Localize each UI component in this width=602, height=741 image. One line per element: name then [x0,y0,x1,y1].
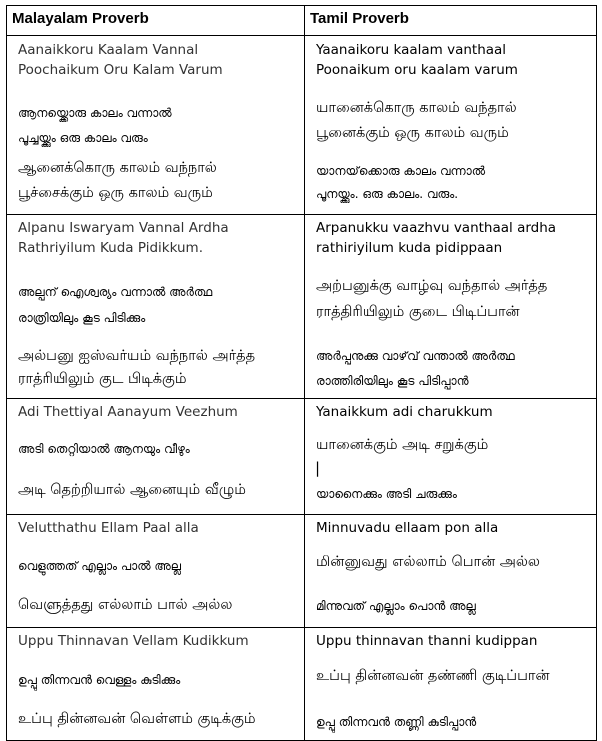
tamil-cell [305,628,597,741]
tamil-script-line: ஆனைக்கொரு காலம் வந்நால் [18,160,217,176]
malayalam-cell [7,36,305,215]
tamil-header: Tamil Proverb [305,6,597,36]
table-row [7,628,597,741]
translit-line: Yaanaikoru kaalam vanthaal [316,42,507,58]
translit-line: Poonaikum oru kaalam varum [316,62,518,78]
malayalam-script-line: രാത്തിരിയിലും കൂട പിടിപ്പാൻ [316,374,469,388]
tamil-script-line: ராத்ரியிலும் குட பிடிக்கும் [18,371,187,387]
translit-line: Uppu thinnavan thanni kudippan [316,633,538,649]
translit-line: Aanaikkoru Kaalam Vannal [18,42,199,58]
malayalam-script-line: ഉപ്പു തിന്നവൻ വെള്ളം കുടിക്കും [18,673,181,687]
tamil-script-line: அடி தெற்றியால் ஆனையும் வீழும் [18,482,246,498]
translit-line: Rathriyilum Kuda Pidikkum. [18,240,203,256]
table-row [7,399,597,515]
malayalam-script-line: അടി തെറ്റിയാൽ ആനയും വീഴും [18,442,190,456]
tamil-script-line: யானைக்கொரு காலம் வந்தால் [316,100,517,116]
tamil-cell [305,399,597,515]
tamil-script-line: உப்பு தின்னவன் வெள்ளம் குடிக்கும் [18,711,256,727]
tamil-script-line: அற்பனுக்கு வாழ்வு வந்தால் அர்த்த [316,278,548,294]
tamil-script-line: உப்பு தின்னவன் தண்ணி குடிப்பான் [316,668,550,684]
malayalam-script-line: പൂച്ചയ്ക്കും ഒരു കാലം വരും [18,131,148,145]
malayalam-cell [7,399,305,515]
tamil-script-line: பூச்சைக்கும் ஒரு காலம் வரும் [18,185,213,201]
header-row [7,6,597,36]
translit-line: Uppu Thinnavan Vellam Kudikkum [18,633,249,649]
translit-line: Arpanukku vaazhvu vanthaal ardha [316,220,557,236]
malayalam-script-line: വെളുത്തത് എല്ലാം പാൽ അല്ല [18,559,181,573]
malayalam-script-line: പൂനയ്ക്കും. ഒരു കാലം. വരും. [316,187,459,201]
malayalam-script-line: അല്പന് ഐശ്വര്യം വന്നാൽ അർത്ഥ [18,285,213,299]
tamil-script-line: யானைக்கும் அடி சறுக்கும் [316,437,489,453]
tamil-script-line: மின்னுவது எல்லாம் பொன் அல்ல [316,554,540,570]
malayalam-script-line: ആനയ്ക്കൊരു കാലം വന്നാൽ [18,106,172,120]
translit-line: rathiriyilum kuda pidippaan [316,240,503,256]
malayalam-script-line: രാത്രിയിലും കൂട പിടിക്കും [18,311,146,325]
malayalam-cell [7,515,305,628]
tamil-script-line: வெளுத்தது எல்லாம் பால் அல்ல [18,597,233,613]
malayalam-script-line: യാനൈക്കും അടി ചരുക്കും [316,487,457,501]
translit-line: Poochaikum Oru Kalam Varum [18,62,223,78]
tamil-script-line: ராத்திரியிலும் குடை பிடிப்பான் [316,304,520,320]
malayalam-script-line: അർപ്പനുക്കു വാഴ്‌വ് വന്താൽ അർത്ഥ [316,349,515,363]
translit-line: Minnuvadu ellaam pon alla [316,520,499,536]
malayalam-cell [7,215,305,399]
tamil-script-line: அல்பனு ஐஸ்வர்யம் வந்நால் அர்த்த [18,348,256,364]
translit-line: Yanaikkum adi charukkum [316,404,493,420]
table-row [7,515,597,628]
tamil-script-line: பூனைக்கும் ஒரு காலம் வரும் [316,125,509,141]
tamil-cell [305,515,597,628]
tamil-cell [305,215,597,399]
translit-line: Velutthathu Ellam Paal alla [18,520,199,536]
malayalam-header: Malayalam Proverb [7,6,305,36]
malayalam-script-line: യാനയ്‌ക്കൊരു കാലം വന്നാൽ [316,164,486,178]
malayalam-cell [7,628,305,741]
table-row [7,36,597,215]
table-row [7,215,597,399]
translit-line: Alpanu Iswaryam Vannal Ardha [18,220,229,236]
tamil-cell [305,36,597,215]
malayalam-script-line: ഉപ്പു തിന്നവൻ തണ്ണി കുടിപ്പാൻ [316,715,477,729]
malayalam-script-line: മിന്നുവത് എല്ലാം പൊൻ അല്ല [316,599,476,613]
text-cursor: | [315,459,321,477]
translit-line: Adi Thettiyal Aanayum Veezhum [18,404,238,420]
proverb-table [6,5,597,741]
